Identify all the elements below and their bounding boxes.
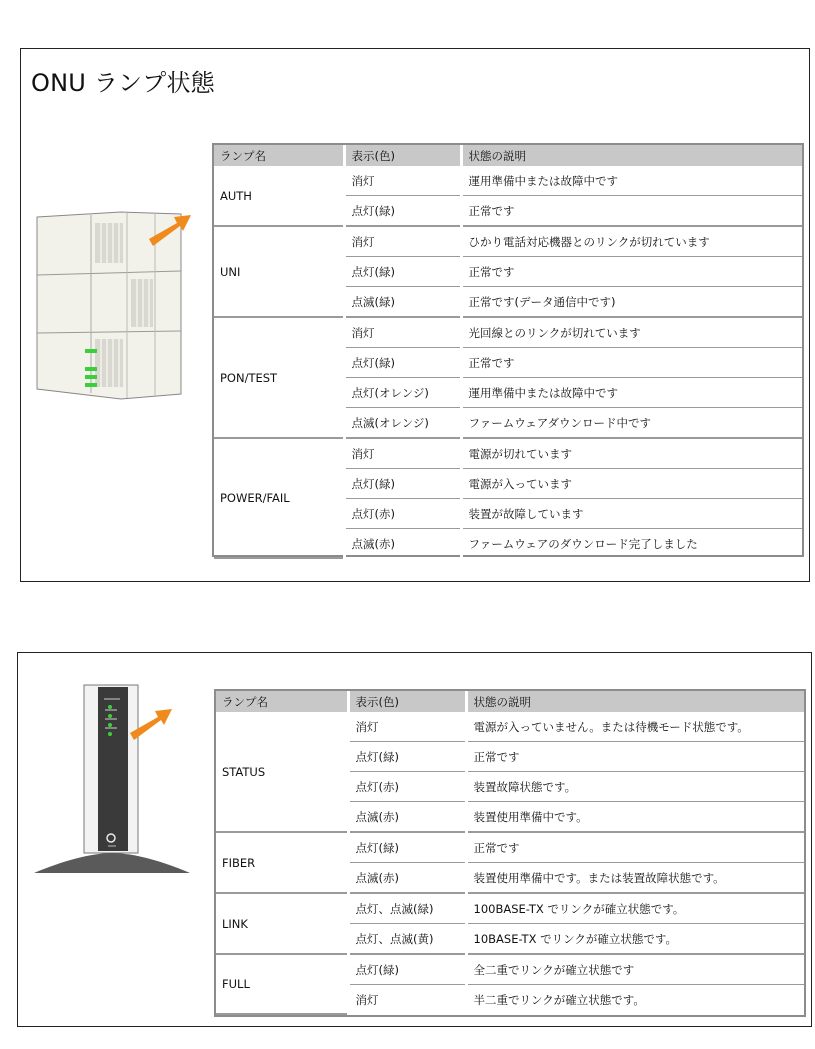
header-display-color: 表示(色) [348,691,466,712]
description-cell: 正常です [466,832,804,863]
device-lamp-panel [17,652,812,1027]
lamp-name-cell: PON/TEST [214,317,344,438]
page-title: ONU ランプ状態 [31,69,215,97]
lamp-name-cell: POWER/FAIL [214,438,344,558]
description-cell: 正常です [461,196,802,227]
description-cell: 半二重でリンクが確立状態です。 [473,992,645,1007]
display-cell: 消灯 [344,166,461,196]
display-cell: 点灯(赤) [344,499,461,529]
display-cell: 点灯(緑) [348,954,466,985]
lamp-name-cell: LINK [216,893,348,954]
display-cell: 点滅(赤) [344,529,461,559]
display-cell: 消灯 [348,712,466,742]
description-cell: ファームウェアのダウンロード完了しました [468,536,698,551]
description-cell: ファームウェアダウンロード中です [461,408,802,439]
lamp-name-cell: STATUS [216,712,348,832]
table-row [214,226,802,257]
header-display-color: 表示(色) [344,145,461,166]
lamp-name-cell: FULL [216,954,348,1014]
description-cell: 運用準備中または故障中です [461,378,802,408]
onu-lamp-table-wrapper [212,143,804,557]
display-cell: 点灯(緑) [344,257,461,287]
header-lamp-name: ランプ名 [214,145,344,166]
description-cell: 電源が入っています [461,469,802,499]
description-cell: 正常です [461,257,802,287]
display-cell: 点灯(緑) [344,196,461,227]
display-cell: 点滅(赤) [348,863,466,894]
lamp-name-cell: FIBER [216,832,348,893]
table-row [214,166,802,196]
display-cell: 消灯 [348,985,466,1015]
onu-device-illustration [31,209,206,409]
device-lamp-table-wrapper [214,689,806,1017]
display-cell: 点灯(オレンジ) [344,378,461,408]
table-row [216,954,804,985]
lamp-name-cell: UNI [214,226,344,317]
description-cell: 正常です [466,742,804,772]
description-cell: 運用準備中または故障中です [461,166,802,196]
header-state-description: 状態の説明 [466,691,804,712]
description-cell: 装置が故障しています [461,499,802,529]
display-cell: 点滅(オレンジ) [344,408,461,439]
display-cell: 点灯(赤) [348,772,466,802]
device-lamp-table [216,691,804,1015]
description-cell: 装置使用準備中です。 [466,802,804,833]
description-cell: 正常です [461,348,802,378]
display-cell: 消灯 [344,438,461,469]
description-cell: 正常です(データ通信中です) [461,287,802,318]
description-cell: 全二重でリンクが確立状態です [466,954,804,985]
table-row [214,317,802,348]
display-cell: 消灯 [344,226,461,257]
description-cell: 装置故障状態です。 [466,772,804,802]
description-cell: 電源が入っていません。または待機モード状態です。 [466,712,804,742]
table-row [214,438,802,469]
device-tower-illustration [32,681,207,877]
display-cell: 消灯 [344,317,461,348]
display-cell: 点灯(緑) [344,348,461,378]
description-cell: 電源が切れています [461,438,802,469]
display-cell: 点滅(緑) [344,287,461,318]
onu-lamp-panel [20,48,810,582]
display-cell: 点灯、点滅(緑) [348,893,466,924]
description-cell: ひかり電話対応機器とのリンクが切れています [461,226,802,257]
description-cell: 光回線とのリンクが切れています [461,317,802,348]
header-state-description: 状態の説明 [461,145,802,166]
description-cell: 装置使用準備中です。または装置故障状態です。 [466,863,804,894]
table-header-row [214,145,802,166]
table-row [216,893,804,924]
display-cell: 点灯(緑) [348,742,466,772]
display-cell: 点灯(緑) [344,469,461,499]
description-cell: 100BASE-TX でリンクが確立状態です。 [466,893,804,924]
lamp-name-cell: AUTH [214,166,344,226]
display-cell: 点灯、点滅(黄) [348,924,466,955]
description-cell: 10BASE-TX でリンクが確立状態です。 [466,924,804,955]
display-cell: 点灯(緑) [348,832,466,863]
table-row [216,832,804,863]
display-cell: 点滅(赤) [348,802,466,833]
table-header-row [216,691,804,712]
header-lamp-name: ランプ名 [216,691,348,712]
table-row [216,712,804,742]
onu-lamp-table [214,145,802,559]
